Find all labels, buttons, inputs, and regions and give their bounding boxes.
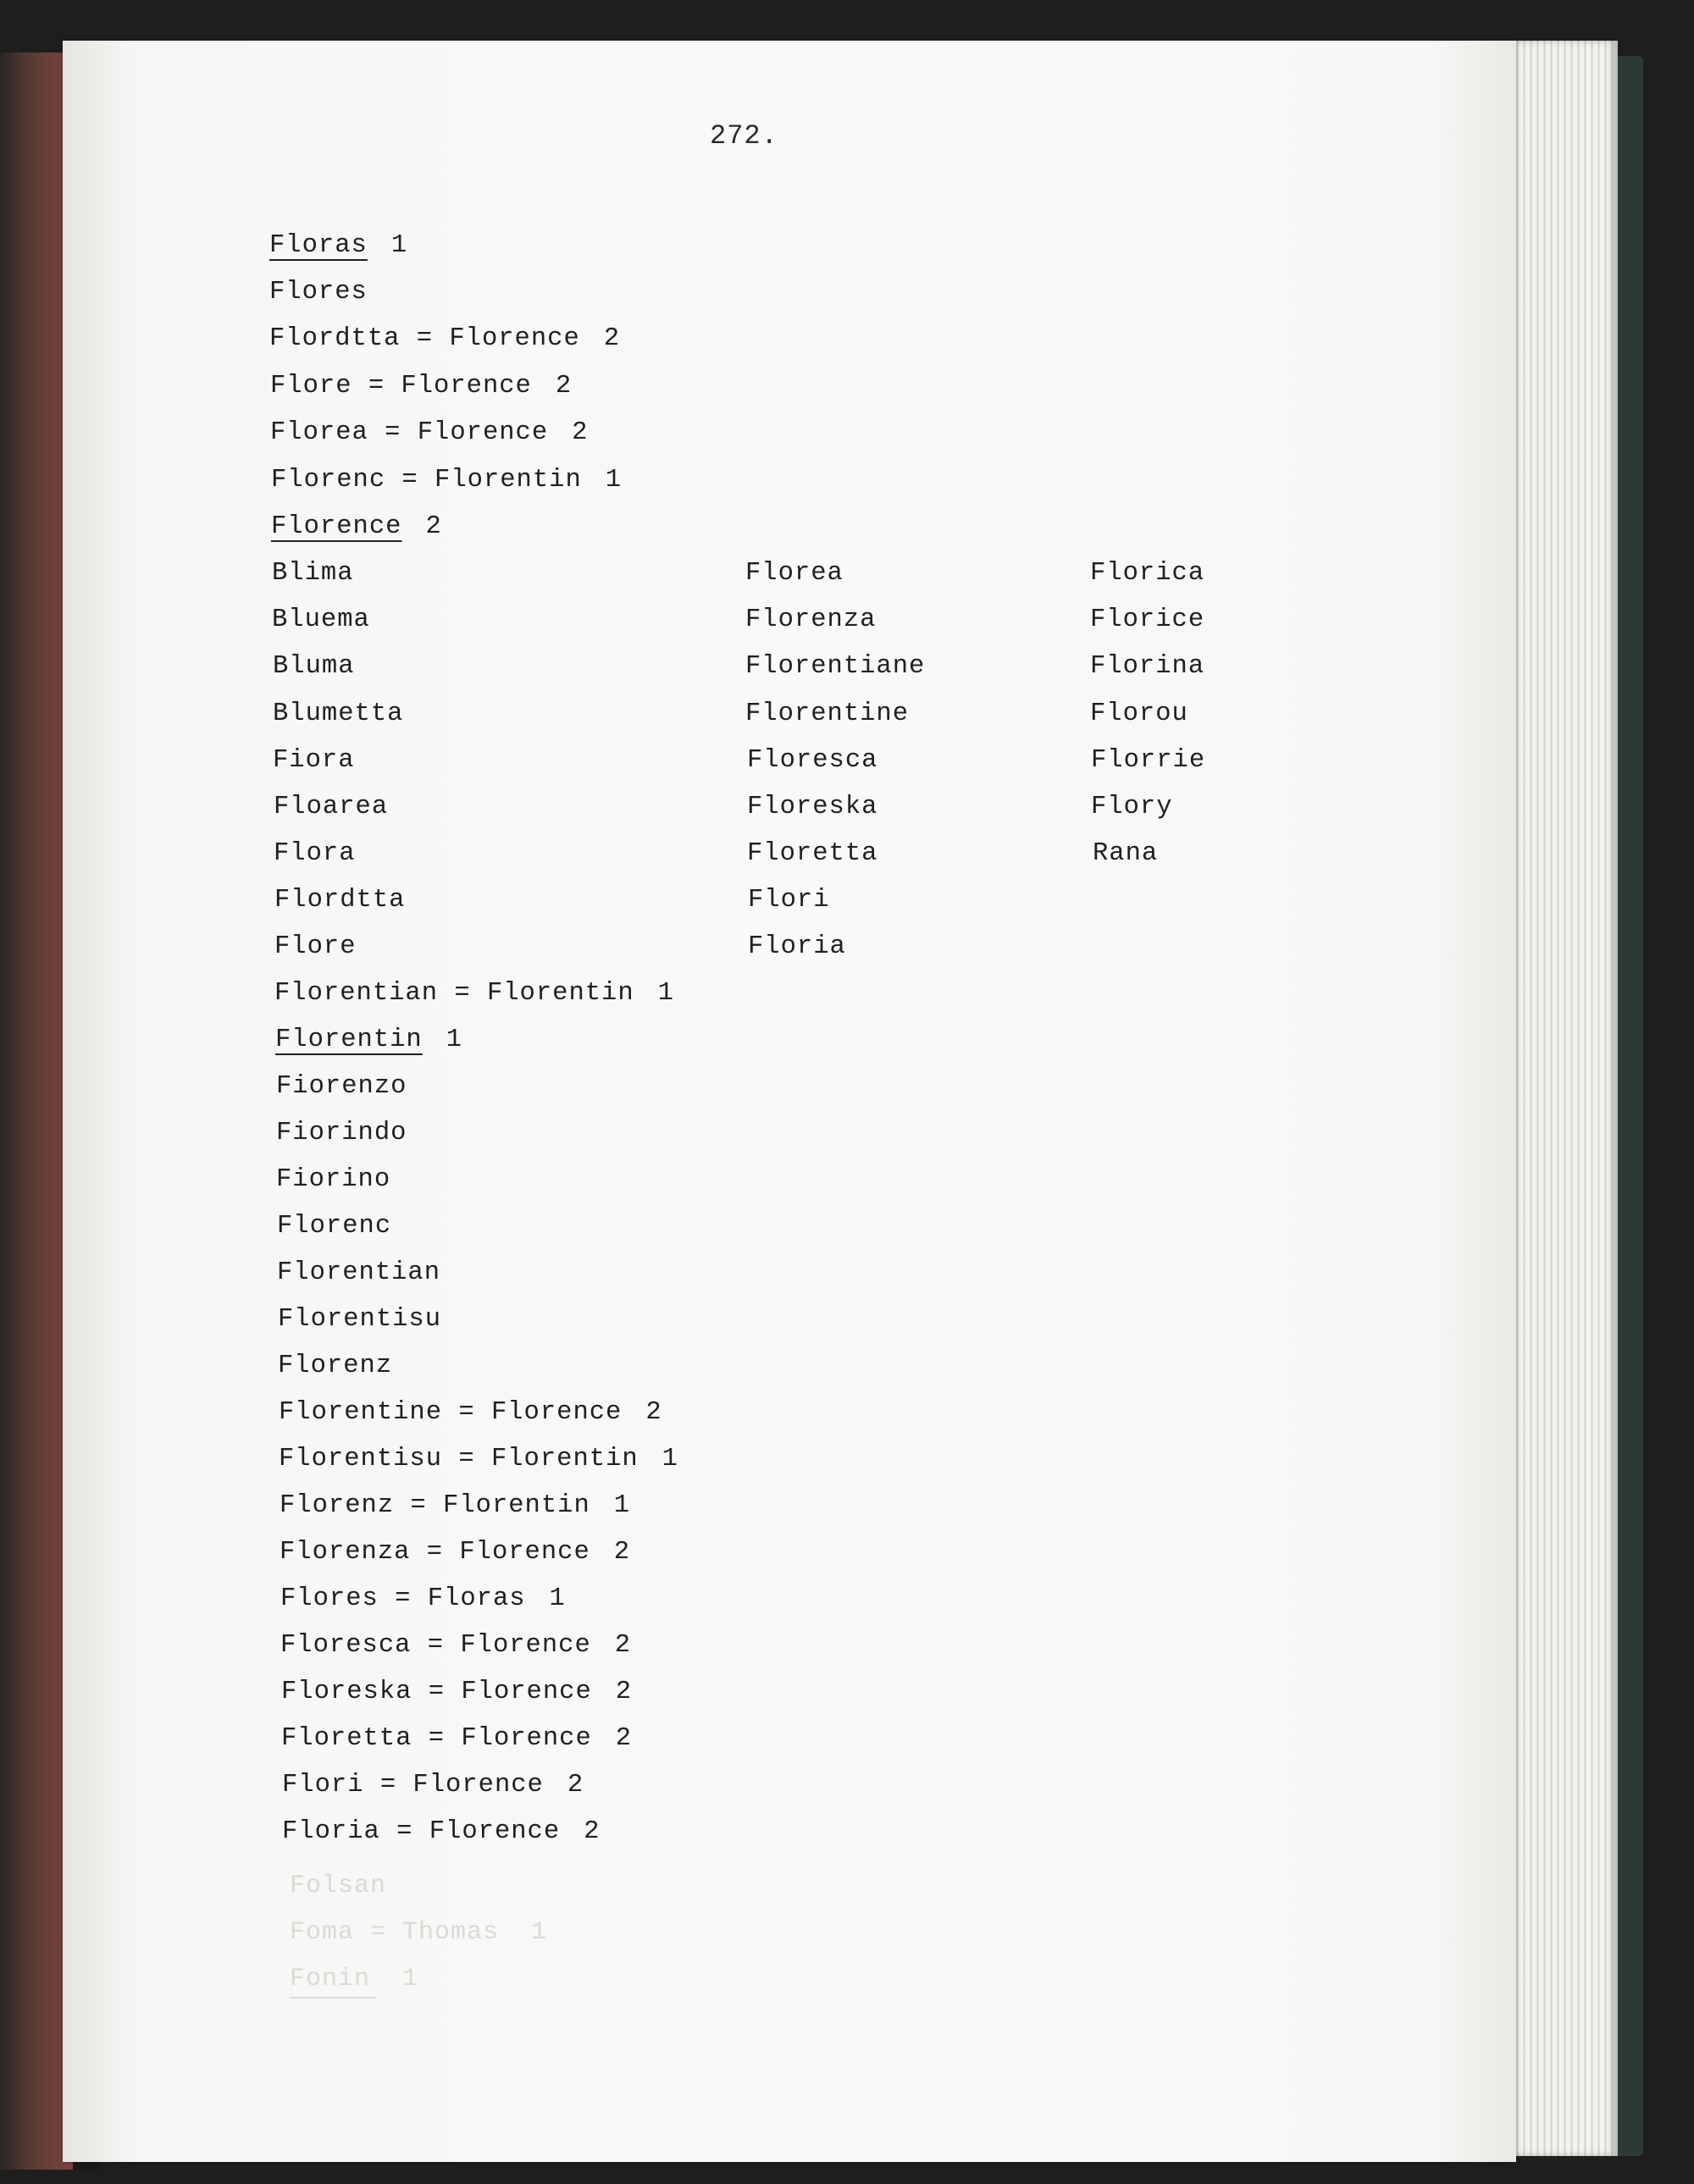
index-entry <box>272 559 354 588</box>
index-entry <box>277 1212 391 1241</box>
index-entry <box>270 372 572 401</box>
index-entry <box>278 1305 441 1334</box>
florence-variant: Florentiane <box>745 652 926 681</box>
book-page <box>63 41 1516 2162</box>
index-entry <box>276 1119 407 1147</box>
index-entry <box>281 1724 632 1753</box>
index-entry <box>282 1771 584 1800</box>
entry-name: Florea = Florence <box>270 418 549 447</box>
florence-variant: Floretta <box>747 839 878 868</box>
index-entry <box>271 512 442 541</box>
index-entry <box>269 278 368 307</box>
florence-variant: Florice <box>1090 605 1205 634</box>
florence-variant: Florica <box>1090 559 1205 588</box>
entry-name: Florence <box>271 512 402 541</box>
entry-name: Florentisu <box>278 1305 442 1334</box>
entry-name: Flore = Florence <box>270 372 532 401</box>
florence-variant: Floresca <box>747 746 878 775</box>
index-entry <box>281 1678 632 1706</box>
index-entry <box>270 418 588 447</box>
entry-count: 1 <box>613 1491 631 1520</box>
entry-name: Fiorino <box>276 1165 391 1194</box>
index-entry <box>274 979 674 1008</box>
entry-count: 2 <box>572 418 589 447</box>
index-entry <box>274 793 388 821</box>
entry-count: 2 <box>584 1817 601 1846</box>
florence-variant: Florentine <box>745 699 910 728</box>
entry-name: Bluema <box>272 605 370 634</box>
bleed-through-line: Fonin 1 <box>290 1965 419 1993</box>
bleed-through-line: Foma = Thomas 1 <box>290 1918 548 1947</box>
index-entry <box>282 1817 600 1846</box>
entry-count: 2 <box>555 372 573 401</box>
entry-name: Floras <box>269 231 368 260</box>
index-entry <box>274 839 356 868</box>
index-entry <box>279 1398 662 1427</box>
entry-count: 2 <box>425 512 442 541</box>
entry-name: Florentine = Florence <box>279 1398 623 1427</box>
florence-variant: Florea <box>745 559 844 588</box>
bleed-through-line: Folsan <box>290 1872 387 1900</box>
florence-variant: Flory <box>1091 793 1173 821</box>
entry-name: Bluma <box>273 652 355 681</box>
index-entry <box>273 699 403 728</box>
entry-count: 1 <box>446 1026 463 1054</box>
index-entry <box>280 1491 630 1520</box>
entry-name: Florenz = Florentin <box>280 1491 590 1520</box>
index-entry <box>276 1165 390 1194</box>
florence-variant: Florina <box>1090 652 1205 681</box>
index-entry <box>277 1258 440 1287</box>
index-entry <box>280 1538 630 1567</box>
entry-name: Florentian <box>277 1258 441 1287</box>
entry-name: Florentian = Florentin <box>274 979 634 1008</box>
entry-name: Floreska = Florence <box>281 1678 592 1706</box>
entry-name: Blumetta <box>273 699 404 728</box>
entry-name: Florenc <box>277 1212 392 1241</box>
entry-name: Floarea <box>274 793 389 821</box>
entry-name: Fiora <box>273 746 355 775</box>
entry-count: 1 <box>657 979 674 1008</box>
entry-name: Florenc = Florentin <box>271 466 582 495</box>
entry-name: Floresca = Florence <box>280 1631 591 1660</box>
entry-name: Flore <box>274 932 357 961</box>
entry-name: Flordtta <box>274 886 406 915</box>
florence-variant: Floreska <box>747 793 878 821</box>
index-entry <box>280 1631 631 1660</box>
entry-count: 2 <box>615 1724 633 1753</box>
entry-name: Blima <box>272 559 354 588</box>
index-entry <box>278 1352 392 1380</box>
florence-variant: Flori <box>748 886 830 915</box>
entry-name: Florenz <box>278 1352 393 1380</box>
entry-count: 2 <box>614 1631 632 1660</box>
index-entry <box>273 746 355 775</box>
entry-count: 2 <box>645 1398 662 1427</box>
florence-variant: Florenza <box>745 605 877 634</box>
entry-name: Floretta = Florence <box>281 1724 592 1753</box>
entry-count: 2 <box>567 1771 584 1800</box>
entry-count: 2 <box>613 1538 631 1567</box>
entry-count: 1 <box>390 231 408 260</box>
entry-name: Florentin <box>275 1026 423 1054</box>
florence-variant: Florou <box>1090 699 1188 728</box>
florence-variant: Florrie <box>1091 746 1206 775</box>
florence-variant: Rana <box>1093 839 1159 868</box>
entry-count: 1 <box>549 1584 566 1613</box>
entry-name: Flores = Floras <box>280 1584 526 1613</box>
index-entry <box>273 652 355 681</box>
index-entry <box>271 466 622 495</box>
entry-name: Flores <box>269 278 368 307</box>
index-entry <box>280 1584 566 1613</box>
entry-count: 1 <box>605 466 623 495</box>
entry-count: 1 <box>662 1445 678 1474</box>
entry-name: Flori = Florence <box>282 1771 544 1800</box>
entry-count: 2 <box>615 1678 633 1706</box>
index-entry <box>274 932 357 961</box>
page-number: 272. <box>710 120 778 152</box>
index-entry <box>275 1026 462 1054</box>
entry-count: 2 <box>603 324 621 353</box>
entry-name: Florenza = Florence <box>280 1538 590 1567</box>
index-entry <box>276 1072 407 1101</box>
entry-name: Fiorenzo <box>276 1072 407 1101</box>
index-entry <box>269 231 407 260</box>
index-entry <box>279 1445 678 1474</box>
index-entry <box>272 605 370 634</box>
florence-variant: Floria <box>748 932 846 961</box>
entry-name: Flora <box>274 839 356 868</box>
index-entry <box>274 886 405 915</box>
entry-name: Florentisu = Florentin <box>279 1445 639 1474</box>
entry-name: Floria = Florence <box>282 1817 561 1846</box>
entry-name: Fiorindo <box>276 1119 407 1147</box>
entry-name: Flordtta = Florence <box>269 324 580 353</box>
index-entry <box>269 324 620 353</box>
